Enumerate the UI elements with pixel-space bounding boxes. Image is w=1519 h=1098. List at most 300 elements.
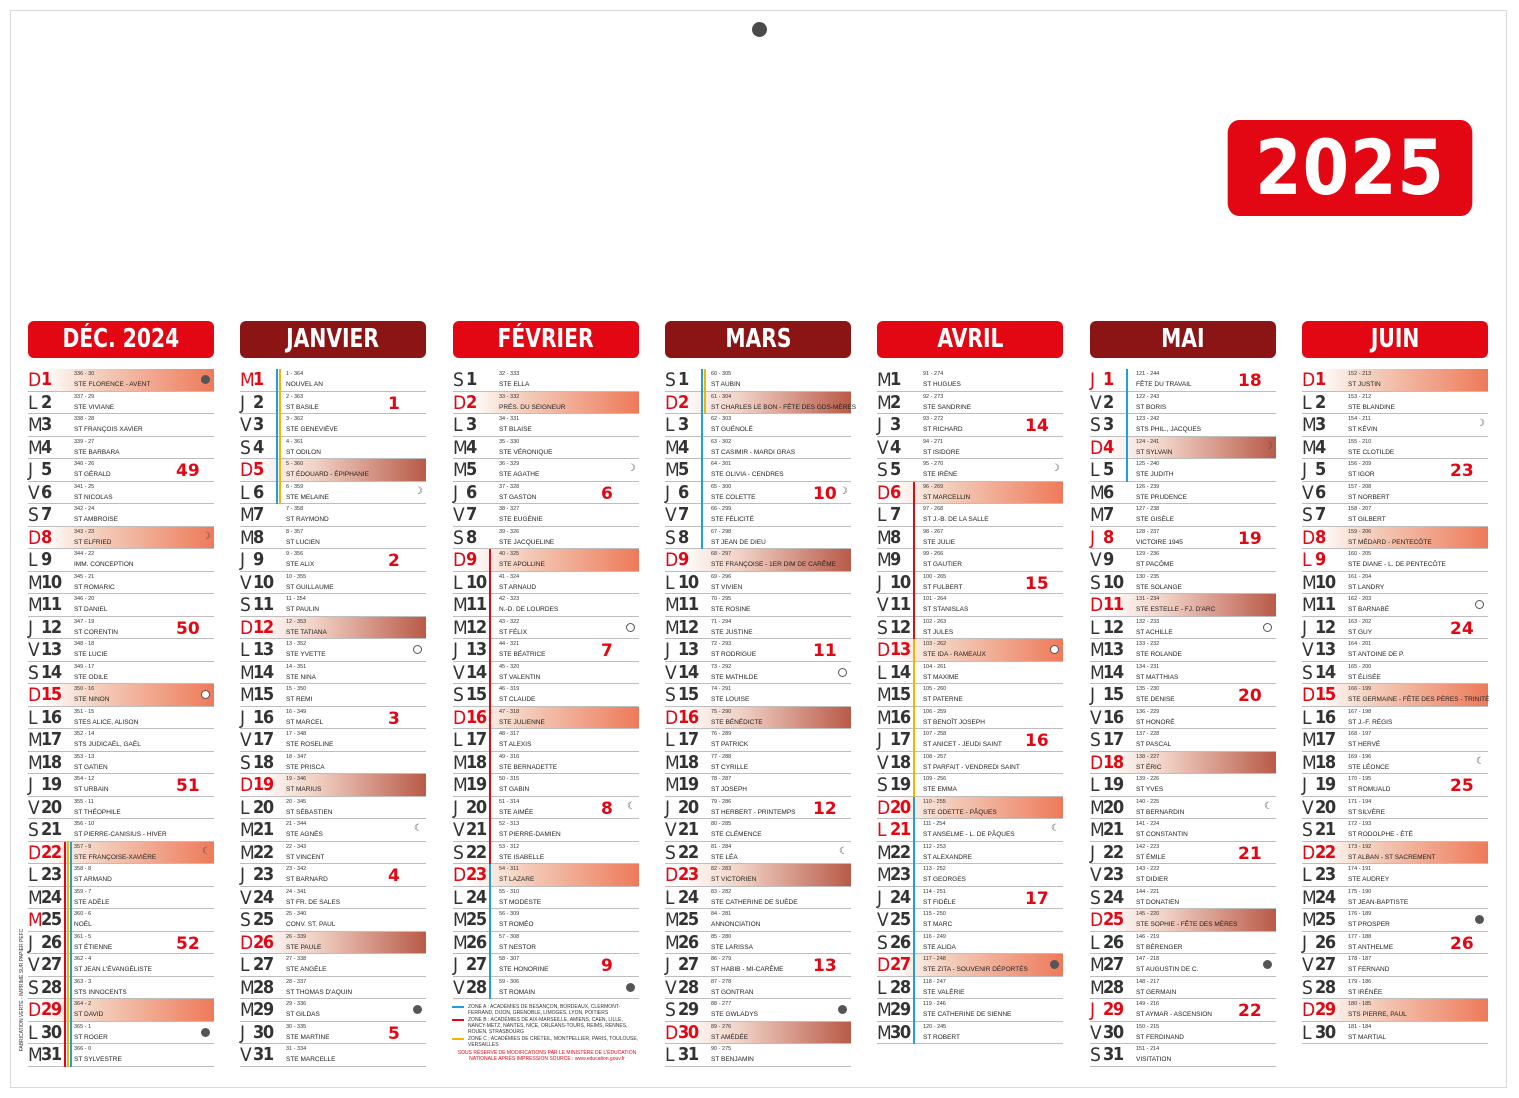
saint-name: STE SOPHIE - FÊTE DES MÈRES bbox=[1136, 921, 1238, 928]
weekday-letter: D bbox=[1090, 594, 1103, 616]
day-number: 23 bbox=[253, 864, 273, 885]
day-row bbox=[665, 954, 851, 977]
day-of-year: 53 - 312 bbox=[499, 843, 520, 850]
day-number: 11 bbox=[41, 594, 61, 615]
last-quarter-moon-icon: ☾ bbox=[839, 845, 848, 857]
week-number: 5 bbox=[388, 1023, 400, 1044]
day-number: 2 bbox=[1315, 391, 1325, 413]
day-row bbox=[1302, 617, 1488, 640]
day-of-year: 81 - 284 bbox=[711, 843, 732, 850]
day-of-year: 23 - 342 bbox=[286, 866, 307, 872]
day-number: 29 bbox=[678, 999, 698, 1020]
day-row bbox=[1302, 504, 1488, 527]
saint-name: ST GATIEN bbox=[74, 763, 108, 771]
weekday-letter: V bbox=[28, 954, 39, 976]
day-number: 7 bbox=[466, 504, 476, 525]
full-moon-icon bbox=[413, 1005, 422, 1014]
day-of-year: 180 - 185 bbox=[1348, 1001, 1372, 1007]
day-number: 16 bbox=[1103, 706, 1123, 728]
saint-name: STE PRUDENCE bbox=[1136, 493, 1187, 501]
day-row bbox=[665, 977, 851, 1000]
day-row bbox=[1090, 572, 1276, 595]
day-row bbox=[665, 391, 857, 415]
day-of-year: 149 - 216 bbox=[1136, 1001, 1160, 1007]
day-of-year: 120 - 245 bbox=[923, 1023, 947, 1030]
day-of-year: 360 - 6 bbox=[74, 911, 92, 917]
saint-name: STE SOLANGE bbox=[1136, 583, 1182, 591]
saint-name: ST THOMAS D'AQUIN bbox=[286, 988, 353, 996]
weekday-letter: V bbox=[1090, 549, 1101, 571]
weekday-letter: S bbox=[240, 436, 250, 459]
month-header bbox=[1302, 321, 1488, 358]
saint-name: STS INNOCENTS bbox=[74, 988, 127, 996]
weekday-letter: D bbox=[240, 459, 253, 481]
weekday-letter: J bbox=[240, 391, 245, 414]
day-row bbox=[877, 639, 1063, 662]
day-row bbox=[240, 977, 426, 1000]
school-holiday-bar bbox=[701, 369, 703, 549]
weekday-letter: L bbox=[453, 729, 462, 751]
weekday-letter: V bbox=[1302, 796, 1313, 819]
weekday-letter: L bbox=[665, 886, 674, 909]
day-number: 26 bbox=[890, 931, 910, 953]
day-number: 5 bbox=[466, 459, 476, 480]
last-quarter-moon-icon: ☾ bbox=[202, 845, 211, 857]
saint-name: STE AGNÈS bbox=[286, 831, 323, 838]
day-number: 16 bbox=[1315, 706, 1335, 728]
weekday-letter: M bbox=[240, 661, 254, 684]
school-holiday-bar bbox=[67, 842, 69, 1067]
weekday-letter: S bbox=[28, 819, 38, 841]
day-row bbox=[877, 1022, 1063, 1045]
weekday-letter: M bbox=[1302, 571, 1316, 594]
day-row bbox=[28, 864, 214, 887]
weekday-letter: S bbox=[240, 594, 250, 616]
weekday-letter: S bbox=[665, 684, 675, 706]
full-moon-icon bbox=[838, 1005, 847, 1014]
day-row bbox=[1090, 414, 1276, 437]
full-moon-icon bbox=[1263, 960, 1272, 969]
day-of-year: 142 - 223 bbox=[1136, 843, 1160, 850]
first-quarter-moon-icon: ☽ bbox=[1051, 463, 1060, 474]
day-number: 15 bbox=[253, 684, 273, 705]
day-row bbox=[240, 752, 426, 775]
day-row bbox=[1302, 459, 1488, 482]
day-of-year: 364 - 2 bbox=[74, 1001, 92, 1007]
weekday-letter: D bbox=[1302, 841, 1315, 864]
day-number: 29 bbox=[253, 999, 273, 1020]
day-row bbox=[877, 752, 1063, 775]
week-number: 18 bbox=[1238, 371, 1262, 391]
day-row bbox=[453, 797, 639, 820]
day-number: 10 bbox=[41, 571, 61, 593]
day-row bbox=[1090, 909, 1276, 932]
day-of-year: 349 - 17 bbox=[74, 663, 95, 670]
weekday-letter: J bbox=[665, 481, 670, 504]
day-row bbox=[240, 887, 426, 910]
legend-note: SOUS RÉSERVE DE MODIFICATIONS PAR LE MINISTÈRE DE L'ÉDUCATION NATIONALE APRÈS IMPRESSION SOURCE : www.education.gouv.fr bbox=[457, 1050, 637, 1062]
day-number: 31 bbox=[1103, 1044, 1123, 1065]
day-number: 8 bbox=[1103, 526, 1113, 548]
weekday-letter: M bbox=[453, 774, 467, 796]
day-row bbox=[1302, 954, 1488, 977]
day-number: 27 bbox=[466, 954, 486, 975]
school-holiday-bar bbox=[276, 369, 278, 504]
day-list bbox=[28, 369, 214, 1067]
saint-name: ST DAVID bbox=[74, 1011, 104, 1018]
weekday-letter: V bbox=[453, 819, 464, 841]
last-quarter-moon-icon: ☾ bbox=[414, 823, 423, 834]
saint-name: IMM. CONCEPTION bbox=[74, 561, 134, 568]
day-of-year: 34 - 331 bbox=[499, 416, 520, 422]
saint-name: ST CLAUDE bbox=[499, 696, 536, 703]
day-row bbox=[877, 707, 1063, 730]
day-number: 15 bbox=[890, 684, 910, 705]
day-of-year: 350 - 16 bbox=[74, 686, 95, 692]
weekday-letter: M bbox=[28, 571, 42, 594]
saint-name: ST ALEXIS bbox=[499, 741, 532, 748]
day-row bbox=[1302, 639, 1488, 662]
first-quarter-moon-icon: ☽ bbox=[1476, 418, 1485, 429]
day-number: 30 bbox=[678, 1021, 698, 1043]
zone-a-swatch bbox=[452, 1006, 464, 1008]
day-of-year: 111 - 254 bbox=[923, 821, 946, 827]
day-row bbox=[1302, 752, 1488, 775]
saint-name: ST AUGUSTIN DE C. bbox=[1136, 966, 1199, 973]
saint-name: ST YVES bbox=[1136, 786, 1164, 793]
day-row bbox=[1090, 459, 1276, 482]
weekday-letter: M bbox=[1090, 661, 1104, 684]
day-row bbox=[28, 729, 214, 752]
day-number: 6 bbox=[890, 481, 900, 503]
day-of-year: 100 - 265 bbox=[923, 573, 947, 580]
day-number: 11 bbox=[466, 594, 486, 615]
day-row bbox=[1090, 774, 1276, 797]
day-of-year: 92 - 273 bbox=[923, 393, 944, 400]
day-row bbox=[1302, 909, 1488, 932]
weekday-letter: J bbox=[453, 796, 458, 819]
weekday-letter: S bbox=[665, 999, 675, 1021]
day-row bbox=[665, 999, 851, 1022]
week-number: 26 bbox=[1450, 933, 1474, 954]
day-row bbox=[1302, 684, 1488, 707]
day-of-year: 25 - 340 bbox=[286, 911, 307, 917]
weekday-letter: D bbox=[28, 999, 41, 1021]
day-row bbox=[665, 482, 851, 505]
saint-name: STE LÉONCE bbox=[1348, 763, 1390, 771]
saint-name: ST AMBROISE bbox=[74, 516, 118, 523]
saint-name: STE BERNADETTE bbox=[499, 763, 558, 771]
month-column bbox=[28, 321, 214, 1067]
saint-name: STE GENEVIÈVE bbox=[286, 426, 339, 433]
day-number: 23 bbox=[890, 864, 910, 885]
saint-name: ST VALENTIN bbox=[499, 673, 541, 681]
legend-zone-b bbox=[452, 1017, 642, 1035]
day-number: 6 bbox=[1315, 481, 1325, 503]
weekday-letter: S bbox=[877, 931, 887, 954]
day-number: 3 bbox=[1103, 414, 1113, 435]
saint-name: STE LARISSA bbox=[711, 943, 753, 951]
day-of-year: 103 - 262 bbox=[923, 641, 947, 647]
day-number: 15 bbox=[466, 684, 486, 705]
day-of-year: 101 - 264 bbox=[923, 596, 947, 602]
weekday-letter: M bbox=[453, 931, 467, 954]
day-number: 27 bbox=[678, 954, 698, 975]
day-of-year: 361 - 5 bbox=[74, 933, 92, 940]
day-of-year: 158 - 207 bbox=[1348, 506, 1372, 512]
weekday-letter: M bbox=[28, 436, 42, 459]
weekday-letter: J bbox=[28, 774, 33, 796]
day-of-year: 15 - 350 bbox=[286, 686, 307, 692]
day-of-year: 363 - 3 bbox=[74, 978, 92, 985]
weekday-letter: V bbox=[877, 436, 888, 459]
weekday-letter: D bbox=[28, 684, 41, 706]
weekday-letter: L bbox=[453, 886, 462, 909]
day-of-year: 10 - 355 bbox=[286, 573, 307, 580]
weekday-letter: M bbox=[1302, 909, 1316, 931]
day-number: 23 bbox=[678, 864, 698, 885]
month-name: MARS bbox=[724, 324, 792, 354]
day-row bbox=[453, 909, 639, 932]
day-of-year: 128 - 237 bbox=[1136, 528, 1160, 535]
day-number: 13 bbox=[1103, 639, 1123, 660]
weekday-letter: D bbox=[665, 706, 678, 729]
day-number: 14 bbox=[466, 661, 486, 683]
day-of-year: 179 - 186 bbox=[1348, 978, 1372, 985]
day-number: 6 bbox=[253, 481, 263, 503]
weekday-letter: V bbox=[453, 504, 464, 526]
saint-name: ST JEAN L'ÉVANGÉLISTE bbox=[74, 966, 152, 973]
day-of-year: 131 - 234 bbox=[1136, 596, 1160, 602]
day-of-year: 67 - 298 bbox=[711, 528, 732, 535]
hanging-hole bbox=[752, 22, 767, 37]
day-number: 25 bbox=[466, 909, 486, 930]
day-row bbox=[453, 932, 639, 955]
day-row bbox=[453, 864, 639, 887]
weekday-letter: M bbox=[1302, 414, 1316, 436]
day-row bbox=[453, 482, 639, 505]
weekday-letter: L bbox=[453, 414, 462, 436]
day-number: 18 bbox=[1315, 751, 1335, 773]
saint-name: ST LAZARE bbox=[499, 876, 535, 883]
day-of-year: 353 - 13 bbox=[74, 753, 95, 760]
saint-name: ST J.-B. DE LA SALLE bbox=[923, 516, 989, 523]
day-row bbox=[877, 842, 1063, 865]
day-of-year: 41 - 324 bbox=[499, 573, 520, 580]
day-row bbox=[28, 842, 214, 865]
day-row bbox=[240, 684, 426, 707]
saint-name: ST BARNARD bbox=[286, 876, 328, 883]
saint-name: ST NESTOR bbox=[499, 943, 536, 951]
day-row bbox=[665, 527, 851, 550]
weekday-letter: L bbox=[240, 639, 249, 661]
weekday-letter: V bbox=[28, 639, 39, 661]
weekday-letter: L bbox=[28, 391, 37, 414]
day-row bbox=[877, 729, 1063, 752]
weekday-letter: S bbox=[877, 774, 887, 796]
day-number: 27 bbox=[1315, 954, 1335, 975]
weekday-letter: J bbox=[665, 796, 670, 819]
day-row bbox=[240, 617, 426, 640]
weekday-letter: M bbox=[877, 999, 891, 1021]
day-row bbox=[1302, 594, 1488, 617]
day-number: 1 bbox=[678, 369, 688, 390]
day-of-year: 50 - 315 bbox=[499, 776, 520, 782]
day-row bbox=[665, 729, 851, 752]
saint-name: ST PATERNE bbox=[923, 696, 963, 703]
saint-name: ST LANDRY bbox=[1348, 583, 1385, 591]
day-row bbox=[665, 932, 851, 955]
saint-name: ST ÉDOUARD - ÉPIPHANIE bbox=[286, 471, 369, 478]
day-row bbox=[453, 369, 639, 392]
day-of-year: 365 - 1 bbox=[74, 1023, 92, 1030]
day-of-year: 351 - 15 bbox=[74, 708, 95, 715]
day-row bbox=[1302, 437, 1488, 460]
weekday-letter: J bbox=[877, 729, 882, 751]
day-of-year: 88 - 277 bbox=[711, 1001, 732, 1007]
weekday-letter: J bbox=[1302, 774, 1307, 796]
day-of-year: 31 - 334 bbox=[286, 1046, 307, 1052]
week-number: 50 bbox=[176, 618, 200, 639]
day-number: 3 bbox=[253, 414, 263, 435]
weekday-letter: D bbox=[28, 526, 41, 549]
saint-name: STE PRISCA bbox=[286, 763, 325, 771]
day-number: 19 bbox=[1103, 774, 1123, 795]
weekday-letter: M bbox=[28, 414, 42, 436]
saint-name: ST CASIMIR - MARDI GRAS bbox=[711, 448, 796, 456]
saint-name: ST J.-F. RÉGIS bbox=[1348, 718, 1393, 726]
day-row bbox=[877, 864, 1063, 887]
weekday-letter: V bbox=[877, 909, 888, 931]
weekday-letter: J bbox=[240, 864, 245, 886]
saint-name: ST ROMAIN bbox=[499, 988, 535, 996]
day-number: 17 bbox=[890, 729, 910, 750]
day-number: 27 bbox=[41, 954, 61, 975]
day-row bbox=[1090, 549, 1276, 572]
day-row bbox=[28, 437, 214, 460]
day-of-year: 71 - 294 bbox=[711, 618, 732, 625]
day-row bbox=[877, 437, 1063, 460]
day-row bbox=[1090, 504, 1276, 527]
new-moon-icon bbox=[838, 668, 847, 677]
day-of-year: 38 - 327 bbox=[499, 506, 520, 512]
day-of-year: 121 - 244 bbox=[1136, 371, 1160, 377]
day-row bbox=[877, 932, 1063, 955]
school-holiday-bar bbox=[1126, 369, 1128, 482]
week-number: 12 bbox=[813, 798, 837, 819]
month-name: AVRIL bbox=[936, 324, 1004, 354]
weekday-letter: L bbox=[240, 481, 249, 504]
day-row bbox=[1302, 819, 1488, 842]
school-holiday-bar bbox=[489, 864, 491, 999]
day-row bbox=[1302, 999, 1488, 1022]
day-row bbox=[240, 797, 426, 820]
day-of-year: 58 - 307 bbox=[499, 956, 520, 962]
day-row bbox=[665, 774, 851, 797]
month-header bbox=[453, 321, 639, 358]
day-number: 29 bbox=[41, 999, 61, 1020]
day-of-year: 61 - 304 bbox=[711, 393, 732, 400]
weekday-letter: V bbox=[1302, 954, 1313, 976]
weekday-letter: D bbox=[1090, 909, 1103, 931]
weekday-letter: J bbox=[665, 954, 670, 976]
day-of-year: 16 - 349 bbox=[286, 708, 307, 715]
day-of-year: 27 - 338 bbox=[286, 956, 307, 962]
day-row bbox=[665, 1044, 851, 1067]
day-of-year: 76 - 289 bbox=[711, 731, 732, 737]
day-row bbox=[665, 617, 851, 640]
day-of-year: 139 - 226 bbox=[1136, 776, 1160, 782]
full-moon-icon bbox=[201, 375, 210, 384]
day-number: 23 bbox=[1103, 864, 1123, 885]
saint-name: ST CORENTIN bbox=[74, 628, 118, 636]
weekday-letter: S bbox=[28, 976, 38, 999]
weekday-letter: V bbox=[877, 751, 888, 774]
day-of-year: 3 - 362 bbox=[286, 416, 304, 422]
saint-name: ST PIERRE-DAMIEN bbox=[499, 831, 561, 838]
saint-name: ST ROMUALD bbox=[1348, 786, 1391, 793]
saint-name: ST PROSPER bbox=[1348, 921, 1390, 928]
day-row bbox=[1090, 482, 1276, 505]
day-row bbox=[1302, 842, 1488, 865]
day-of-year: 5 - 360 bbox=[286, 461, 304, 467]
saint-name: STE HONORINE bbox=[499, 966, 549, 973]
week-number: 24 bbox=[1450, 618, 1474, 639]
day-number: 9 bbox=[466, 549, 476, 570]
day-row bbox=[1302, 707, 1488, 730]
week-number: 19 bbox=[1238, 528, 1262, 549]
saint-name: ST NORBERT bbox=[1348, 493, 1390, 501]
month-header bbox=[665, 321, 851, 358]
weekday-letter: S bbox=[665, 369, 675, 391]
day-of-year: 36 - 329 bbox=[499, 461, 520, 467]
saint-name: ST FIDÈLE bbox=[923, 898, 956, 906]
day-number: 26 bbox=[678, 931, 698, 953]
weekday-letter: M bbox=[877, 841, 891, 864]
new-moon-icon bbox=[1263, 623, 1272, 632]
day-row bbox=[877, 572, 1063, 595]
weekday-letter: S bbox=[1090, 886, 1100, 909]
saint-name: STE SANDRINE bbox=[923, 403, 972, 411]
saint-name: STE VÉRONIQUE bbox=[499, 448, 553, 456]
day-number: 28 bbox=[1103, 976, 1123, 998]
day-of-year: 164 - 201 bbox=[1348, 641, 1372, 647]
day-number: 22 bbox=[1315, 841, 1335, 863]
day-of-year: 26 - 339 bbox=[286, 933, 307, 940]
weekday-letter: J bbox=[240, 1021, 245, 1044]
day-of-year: 150 - 215 bbox=[1136, 1023, 1160, 1030]
day-row bbox=[1090, 369, 1276, 392]
saint-name: STE ELLA bbox=[499, 381, 530, 388]
day-of-year: 113 - 252 bbox=[923, 866, 946, 872]
week-number: 22 bbox=[1238, 1001, 1262, 1021]
saint-name: ST GUÉNOLÉ bbox=[711, 426, 753, 433]
day-row bbox=[1302, 1022, 1488, 1045]
weekday-letter: M bbox=[240, 369, 254, 391]
day-of-year: 338 - 28 bbox=[74, 416, 95, 422]
weekday-letter: M bbox=[240, 504, 254, 526]
day-row bbox=[1090, 594, 1276, 617]
saint-name: ST ROBERT bbox=[923, 1033, 960, 1041]
day-row bbox=[665, 752, 851, 775]
saint-name: ST VIVIEN bbox=[711, 583, 743, 591]
day-of-year: 147 - 218 bbox=[1136, 956, 1160, 962]
month-column bbox=[877, 321, 1063, 1044]
day-number: 25 bbox=[253, 909, 273, 930]
saint-name: ST NICOLAS bbox=[74, 493, 113, 501]
saint-name: ST RODRIGUE bbox=[711, 651, 757, 658]
day-row bbox=[453, 549, 639, 572]
